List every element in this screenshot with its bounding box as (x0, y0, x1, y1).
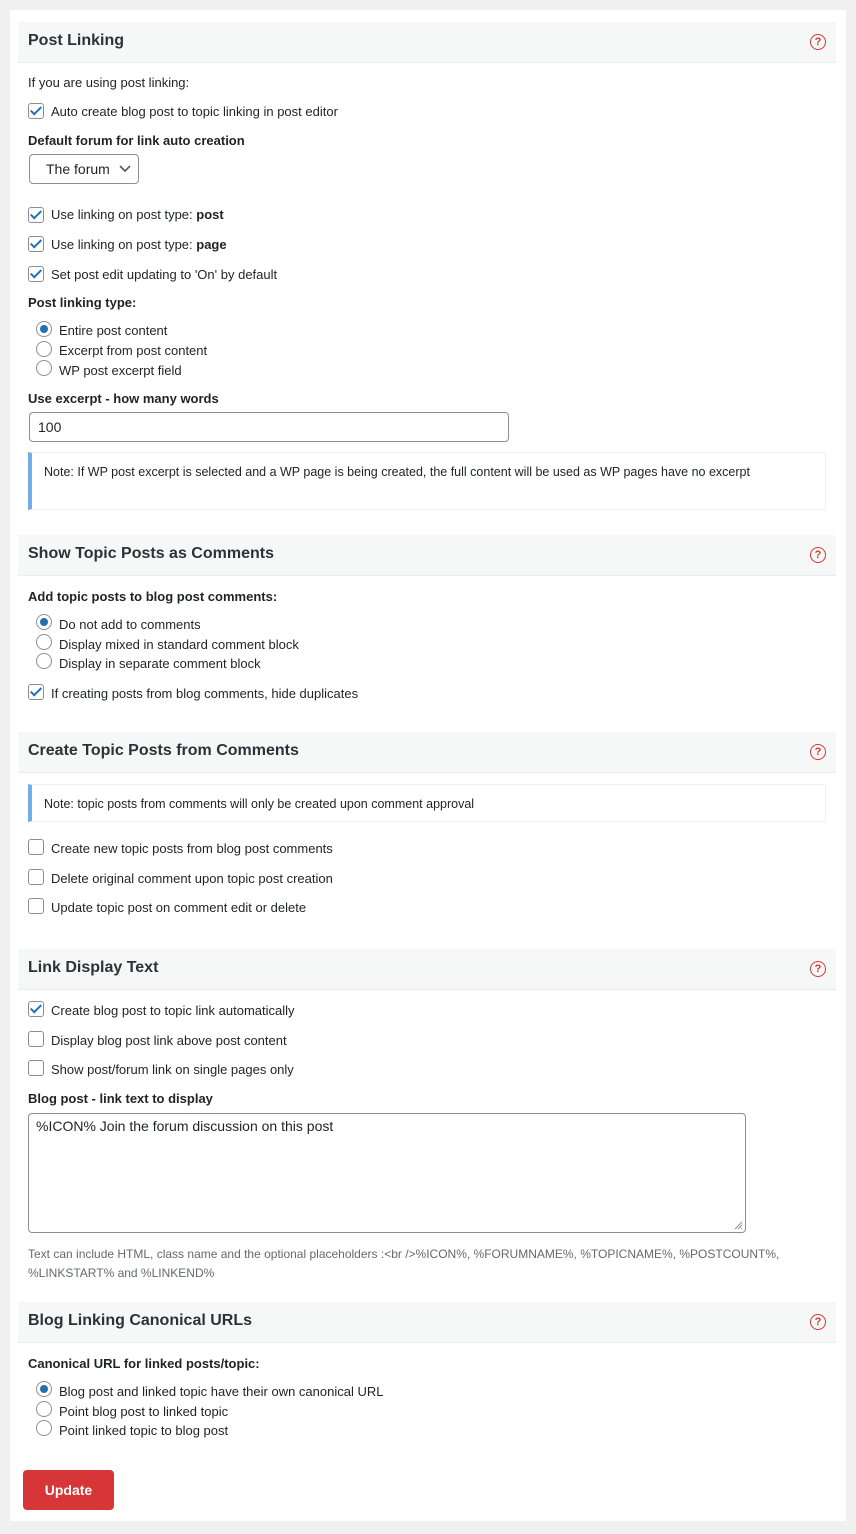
help-icon[interactable]: ? (810, 34, 826, 50)
section-title: Show Topic Posts as Comments (28, 545, 274, 562)
auto-create-label: Auto create blog post to topic linking in post editor (51, 104, 338, 119)
excerpt-words-value: 100 (38, 419, 62, 435)
radio-no-comments[interactable] (36, 614, 52, 630)
radio-mixed-comments-label: Display mixed in standard comment block (59, 637, 299, 652)
section-post-linking (18, 22, 836, 512)
help-icon[interactable]: ? (810, 547, 826, 563)
single-only-checkbox[interactable] (28, 1060, 44, 1076)
radio-excerpt-field-label: WP post excerpt field (59, 363, 182, 378)
section-title: Create Topic Posts from Comments (28, 742, 299, 759)
radio-excerpt-field[interactable] (36, 360, 52, 376)
section-link-display (18, 949, 836, 1279)
single-only-label: Show post/forum link on single pages only (51, 1062, 294, 1077)
display-above-checkbox[interactable] (28, 1031, 44, 1047)
create-auto-label: Create blog post to topic link automatically (51, 1003, 295, 1018)
update-button[interactable]: Update (23, 1470, 114, 1510)
approval-note: Note: topic posts from comments will only be created upon comment approval (28, 784, 826, 822)
add-comments-label: Add topic posts to blog post comments: (28, 589, 278, 604)
post-type-post-checkbox[interactable] (28, 207, 44, 223)
default-forum-label: Default forum for link auto creation (28, 133, 245, 148)
radio-separate-comments-label: Display in separate comment block (59, 656, 261, 671)
delete-original-checkbox[interactable] (28, 869, 44, 885)
excerpt-words-input[interactable] (29, 412, 509, 442)
radio-no-comments-label: Do not add to comments (59, 617, 201, 632)
section-show-comments (18, 535, 836, 715)
section-header (18, 535, 836, 576)
section-header (18, 732, 836, 773)
resize-handle-icon[interactable] (733, 1220, 743, 1230)
radio-point-topic-to-post[interactable] (36, 1420, 52, 1436)
radio-mixed-comments[interactable] (36, 634, 52, 650)
excerpt-words-label: Use excerpt - how many words (28, 391, 219, 406)
intro-text: If you are using post linking: (28, 75, 190, 90)
post-type-post-label: Use linking on post type: post (51, 207, 224, 222)
radio-point-post-to-topic[interactable] (36, 1401, 52, 1417)
chevron-down-icon (119, 165, 131, 173)
section-header (18, 949, 836, 990)
canonical-label: Canonical URL for linked posts/topic: (28, 1356, 260, 1371)
display-above-label: Display blog post link above post content (51, 1033, 287, 1048)
link-text-value: %ICON% Join the forum discussion on this post (36, 1118, 334, 1134)
placeholders-hint-line1: Text can include HTML, class name and the optional placeholders :<br />%ICON%, %FORUMNAME%, %TOPICNAME%, %POSTCOUNT%, (28, 1247, 780, 1261)
help-icon[interactable]: ? (810, 1314, 826, 1330)
hide-duplicates-label: If creating posts from blog comments, hide duplicates (51, 686, 359, 701)
create-auto-checkbox[interactable] (28, 1001, 44, 1017)
post-type-page-checkbox[interactable] (28, 236, 44, 252)
help-icon[interactable]: ? (810, 744, 826, 760)
help-icon[interactable]: ? (810, 961, 826, 977)
auto-create-checkbox[interactable] (28, 103, 44, 119)
section-header (18, 22, 836, 63)
section-canonical (18, 1302, 836, 1452)
radio-own-canonical[interactable] (36, 1381, 52, 1397)
radio-entire-content-label: Entire post content (59, 323, 168, 338)
post-type-page-label: Use linking on post type: page (51, 237, 227, 252)
default-forum-value: The forum (46, 161, 110, 177)
radio-excerpt-content-label: Excerpt from post content (59, 343, 208, 358)
update-on-edit-label: Update topic post on comment edit or delete (51, 900, 307, 915)
placeholders-hint-line2: %LINKSTART% and %LINKEND% (28, 1266, 215, 1280)
section-header (18, 1302, 836, 1343)
default-forum-select[interactable] (29, 154, 139, 184)
section-title: Link Display Text (28, 959, 159, 976)
hide-duplicates-checkbox[interactable] (28, 684, 44, 700)
radio-entire-content[interactable] (36, 321, 52, 337)
link-text-label: Blog post - link text to display (28, 1091, 213, 1106)
radio-own-canonical-label: Blog post and linked topic have their own canonical URL (59, 1384, 384, 1399)
delete-original-label: Delete original comment upon topic post creation (51, 871, 333, 886)
create-new-label: Create new topic posts from blog post comments (51, 841, 333, 856)
settings-panel (10, 10, 846, 1521)
create-new-checkbox[interactable] (28, 839, 44, 855)
section-create-from-comments (18, 732, 836, 932)
edit-updating-label: Set post edit updating to 'On' by default (51, 267, 278, 282)
update-on-edit-checkbox[interactable] (28, 898, 44, 914)
linking-type-label: Post linking type: (28, 295, 137, 310)
section-title: Post Linking (28, 32, 124, 49)
radio-point-topic-to-post-label: Point linked topic to blog post (59, 1423, 229, 1438)
radio-point-post-to-topic-label: Point blog post to linked topic (59, 1404, 229, 1419)
radio-excerpt-content[interactable] (36, 341, 52, 357)
link-text-textarea[interactable] (28, 1113, 746, 1233)
excerpt-note: Note: If WP post excerpt is selected and a WP page is being created, the full content will be used as WP pages have no excerpt (28, 452, 826, 510)
radio-separate-comments[interactable] (36, 653, 52, 669)
edit-updating-checkbox[interactable] (28, 266, 44, 282)
section-title: Blog Linking Canonical URLs (28, 1312, 253, 1329)
